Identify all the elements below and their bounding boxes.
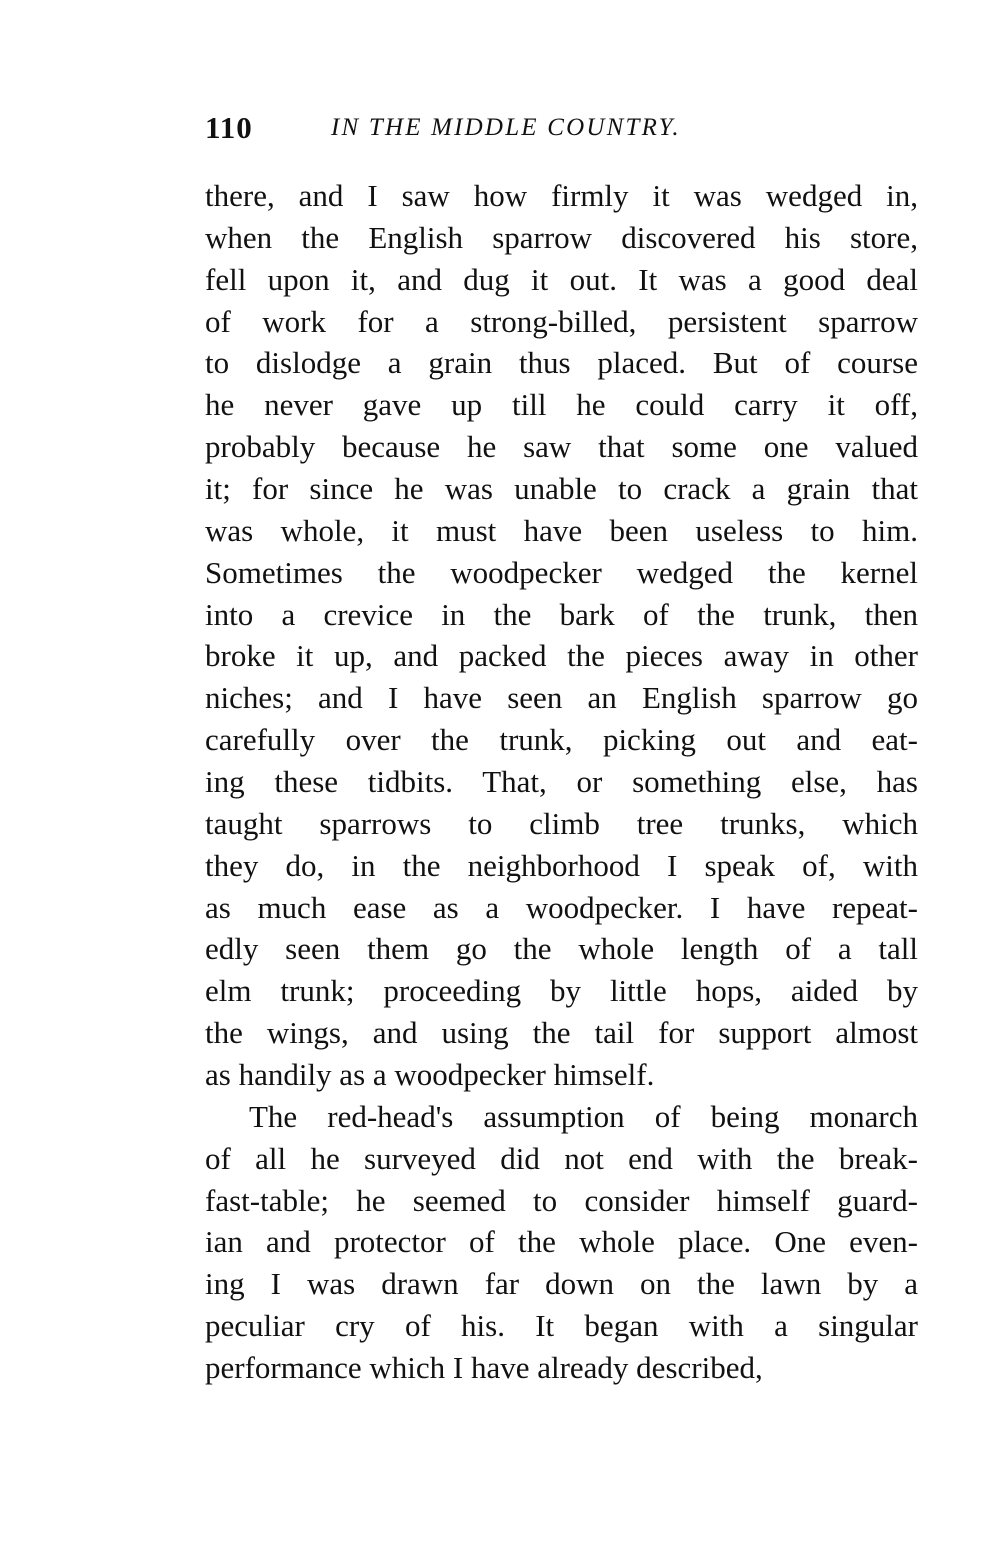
body-text xyxy=(205,175,918,1389)
text-line: probably because he saw that some one valued xyxy=(205,429,918,465)
text-line: as handily as a woodpecker himself. xyxy=(205,1057,655,1093)
text-line: carefully over the trunk, picking out and eat- xyxy=(205,722,918,758)
text-line: into a crevice in the bark of the trunk, then xyxy=(205,596,918,632)
text-line: it; for since he was unable to crack a grain that xyxy=(205,471,918,507)
text-line: ing these tidbits. That, or something else, has xyxy=(205,764,918,800)
text-line: when the English sparrow discovered his store, xyxy=(205,219,918,255)
text-line: The red-head's assumption of being monarch xyxy=(249,1098,918,1134)
text-line: ing I was drawn far down on the lawn by a xyxy=(205,1266,918,1302)
text-line: performance which I have already described, xyxy=(205,1350,763,1386)
text-line: broke it up, and packed the pieces away in other xyxy=(205,638,918,674)
text-line: he never gave up till he could carry it off, xyxy=(205,387,918,423)
text-line: of work for a strong-billed, persistent sparrow xyxy=(205,303,918,339)
text-line: niches; and I have seen an English sparrow go xyxy=(205,680,918,716)
text-line: taught sparrows to climb tree trunks, which xyxy=(205,805,918,841)
text-line: as much ease as a woodpecker. I have repeat- xyxy=(205,889,918,925)
page-number: 110 xyxy=(205,110,253,145)
running-title: IN THE MIDDLE COUNTRY. xyxy=(331,114,681,141)
paragraph xyxy=(205,175,918,1096)
text-line: elm trunk; proceeding by little hops, aided by xyxy=(205,973,918,1009)
text-line: ian and protector of the whole place. One even- xyxy=(205,1224,918,1260)
text-line: Sometimes the woodpecker wedged the kernel xyxy=(205,554,918,590)
text-line: they do, in the neighborhood I speak of, with xyxy=(205,847,918,883)
text-line: was whole, it must have been useless to him. xyxy=(205,512,918,548)
text-line: of all he surveyed did not end with the break- xyxy=(205,1140,918,1176)
running-header xyxy=(205,110,918,150)
text-line: edly seen them go the whole length of a tall xyxy=(205,931,918,967)
paragraph xyxy=(205,1096,918,1389)
text-line: there, and I saw how firmly it was wedged in, xyxy=(205,178,918,213)
text-line: to dislodge a grain thus placed. But of course xyxy=(205,345,918,381)
text-line: peculiar cry of his. It began with a singular xyxy=(205,1308,918,1344)
text-line: the wings, and using the tail for support almost xyxy=(205,1015,918,1051)
text-line: fell upon it, and dug it out. It was a good deal xyxy=(205,261,918,297)
text-line: fast-table; he seemed to consider himself guard- xyxy=(205,1182,918,1218)
